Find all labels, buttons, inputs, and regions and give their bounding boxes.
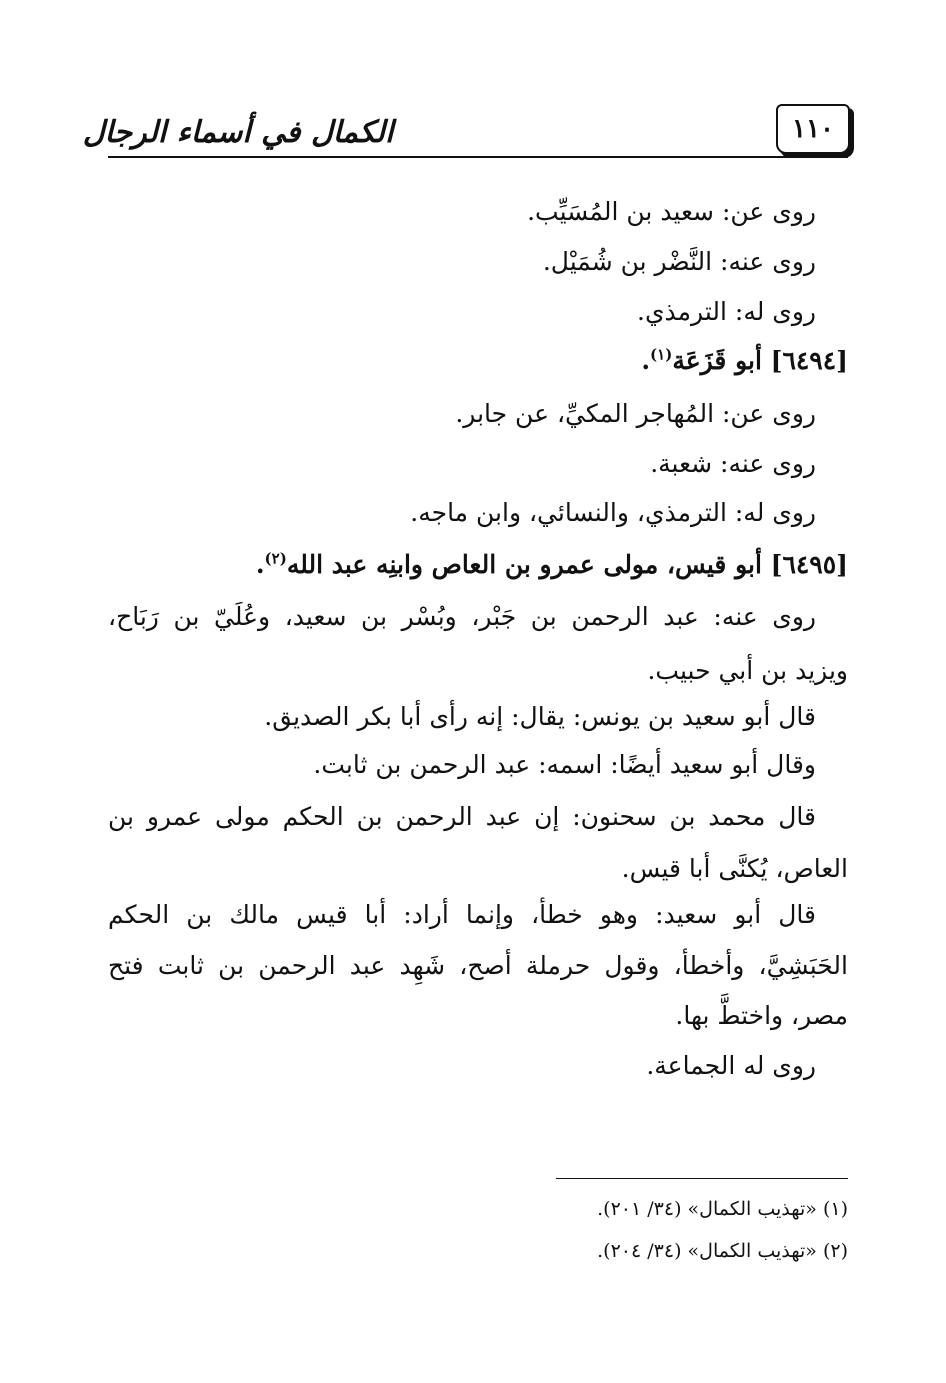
line-text: قال أبو سعيد: وهو خطأ، وإنما أراد: أبا قيس مالك بن الحكم bbox=[108, 900, 816, 929]
line-text: روى عن: المُهاجر المكيِّ، عن جابر. bbox=[455, 399, 816, 428]
text-line bbox=[410, 493, 816, 533]
footnote-1: (١) «تهذيب الكمال» (٣٤/ ٢٠١). bbox=[597, 1198, 848, 1220]
line-text: ويزيد بن أبي حبيب. bbox=[647, 656, 848, 685]
footnote-marker: (١) bbox=[650, 345, 673, 364]
text-line bbox=[264, 697, 816, 737]
line-text: روى عنه: النَّضْر بن شُمَيْل. bbox=[542, 247, 816, 276]
line-text: مصر، واختطَّ بها. bbox=[675, 1001, 848, 1030]
text-line bbox=[650, 444, 816, 484]
text-line bbox=[313, 745, 816, 785]
line-text: روى عنه: شعبة. bbox=[650, 449, 816, 478]
text-line bbox=[108, 797, 816, 837]
line-text: العاص، يُكنَّى أبا قيس. bbox=[621, 854, 848, 883]
page-number: ١١٠ bbox=[776, 104, 850, 154]
line-text: روى له: الترمذي. bbox=[637, 297, 816, 326]
text-line bbox=[455, 394, 816, 434]
text-line bbox=[646, 1046, 816, 1086]
text-line bbox=[675, 996, 848, 1036]
line-end-punctuation: . bbox=[255, 550, 265, 579]
text-line bbox=[108, 946, 848, 986]
text-line bbox=[527, 192, 816, 232]
text-line bbox=[637, 292, 816, 332]
line-text: وقال أبو سعيد أيضًا: اسمه: عبد الرحمن بن ثابت. bbox=[313, 750, 816, 779]
text-line bbox=[622, 849, 848, 889]
text-line bbox=[108, 597, 816, 637]
running-head-title: الكمال في أسماء الرجال bbox=[82, 115, 394, 150]
entry-heading bbox=[641, 341, 848, 381]
line-text: [٦٤٩٥] أبو قيس، مولى عمرو بن العاص وابنِه عبد الله bbox=[286, 550, 848, 579]
line-text: الحَبَشِيَّ، وأخطأ، وقول حرملة أصح، شَهِد عبد الرحمن بن ثابت فتح bbox=[108, 951, 848, 980]
text-line bbox=[108, 895, 816, 935]
text-line bbox=[647, 651, 848, 691]
footnote-marker: (٢) bbox=[264, 549, 287, 568]
text-line bbox=[543, 242, 816, 282]
footnote-2: (٢) «تهذيب الكمال» (٣٤/ ٢٠٤). bbox=[597, 1240, 848, 1262]
line-text: [٦٤٩٤] أبو قَزَعَة bbox=[672, 346, 848, 375]
line-text: روى له: الترمذي، والنسائي، وابن ماجه. bbox=[410, 498, 816, 527]
line-text: روى له الجماعة. bbox=[646, 1051, 816, 1080]
line-text: قال محمد بن سحنون: إن عبد الرحمن بن الحكم مولى عمرو بن bbox=[108, 802, 816, 831]
line-text: روى عن: سعيد بن المُسَيِّب. bbox=[527, 197, 816, 226]
header-rule bbox=[108, 156, 848, 158]
line-text: قال أبو سعيد بن يونس: يقال: إنه رأى أبا بكر الصديق. bbox=[264, 702, 816, 731]
line-text: روى عنه: عبد الرحمن بن جَبْر، وبُسْر بن سعيد، وعُلَيّ بن رَبَاح، bbox=[108, 602, 816, 631]
footnote-rule bbox=[556, 1178, 848, 1179]
line-end-punctuation: . bbox=[641, 346, 651, 375]
entry-heading bbox=[256, 545, 848, 585]
